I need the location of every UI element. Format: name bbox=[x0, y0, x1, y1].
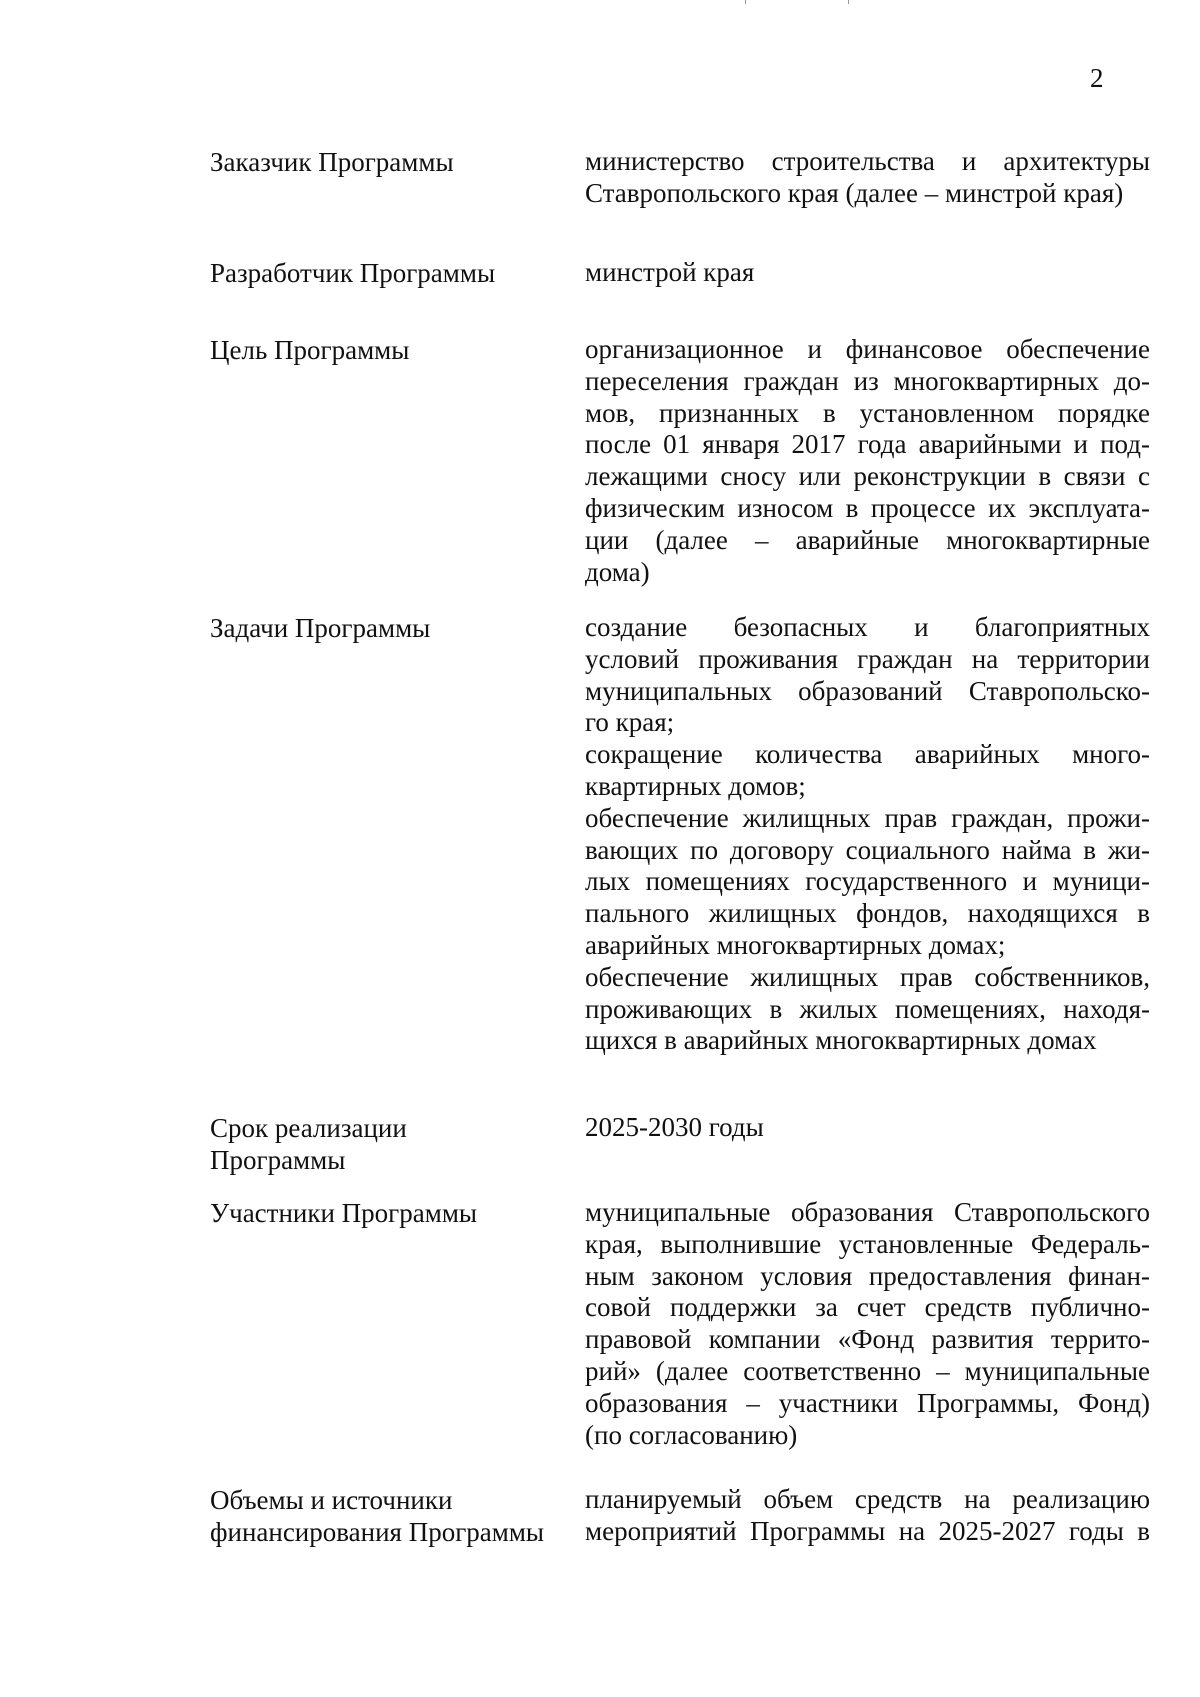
row-value bbox=[585, 1112, 1150, 1144]
value-line: обеспечение жилищных прав граждан, прожи- bbox=[585, 802, 1150, 833]
row-value bbox=[585, 257, 1150, 289]
value-line: муниципальные образования Ставропольского bbox=[585, 1197, 1150, 1227]
value-line: мов, признанных в установленном порядке bbox=[585, 397, 1150, 428]
value-line: переселения граждан из многоквартирных до- bbox=[585, 365, 1150, 396]
row-value bbox=[585, 1197, 1150, 1451]
value-line: аварийных многоквартирных домах; bbox=[585, 929, 1006, 960]
value-line: Ставропольского края (далее – минстрой края) bbox=[585, 177, 1124, 208]
value-line: правовой компании «Фонд развития террито- bbox=[585, 1324, 1150, 1355]
row-value bbox=[585, 612, 1150, 1057]
scan-mark-right bbox=[848, 0, 849, 4]
value-line: образования – участники Программы, Фонд) bbox=[585, 1387, 1150, 1418]
value-line: дома) bbox=[585, 556, 650, 587]
row-label: Участники Программы bbox=[210, 1198, 478, 1228]
value-line: ции (далее – аварийные многоквартирные bbox=[585, 524, 1150, 555]
row-value bbox=[585, 146, 1150, 210]
value-line: края, выполнившие установленные Федераль- bbox=[585, 1228, 1150, 1259]
row-label: Заказчик Программы bbox=[210, 147, 454, 177]
value-line: 2025-2030 годы bbox=[585, 1112, 764, 1142]
value-line: лых помещениях государственного и муници- bbox=[585, 866, 1150, 897]
scan-mark-left bbox=[745, 0, 746, 4]
value-line: после 01 января 2017 года аварийными и под- bbox=[585, 429, 1150, 460]
row-label: Объемы и источники финансирования Программы bbox=[210, 1485, 545, 1547]
value-line: лежащими сносу или реконструкции в связи с bbox=[585, 461, 1150, 492]
value-line: министерство строительства и архитектуры bbox=[585, 146, 1150, 176]
value-line: квартирных домов; bbox=[585, 770, 806, 801]
value-line: совой поддержки за счет средств публично- bbox=[585, 1292, 1150, 1323]
row-label: Срок реализации Программы bbox=[210, 1113, 407, 1175]
value-line: щихся в аварийных многоквартирных домах bbox=[585, 1025, 1097, 1056]
row-label: Задачи Программы bbox=[210, 613, 431, 643]
row-label: Разработчик Программы bbox=[210, 258, 496, 288]
value-line: организационное и финансовое обеспечение bbox=[585, 334, 1150, 364]
value-line: сокращение количества аварийных много- bbox=[585, 739, 1150, 770]
row-value bbox=[585, 334, 1150, 588]
row-label: Цель Программы bbox=[210, 335, 410, 365]
value-line: (по согласованию) bbox=[585, 1419, 798, 1450]
value-line: планируемый объем средств на реализацию bbox=[585, 1484, 1150, 1514]
value-line: ным законом условия предоставления финан- bbox=[585, 1260, 1150, 1291]
value-line: обеспечение жилищных прав собственников, bbox=[585, 961, 1150, 992]
value-line: пального жилищных фондов, находящихся в bbox=[585, 898, 1150, 929]
value-line: минстрой края bbox=[585, 257, 755, 287]
value-line: условий проживания граждан на территории bbox=[585, 643, 1150, 674]
value-line: физическим износом в процессе их эксплуата- bbox=[585, 492, 1150, 523]
value-line: проживающих в жилых помещениях, находя- bbox=[585, 993, 1150, 1024]
row-value bbox=[585, 1484, 1150, 1548]
value-line: вающих по договору социального найма в жи- bbox=[585, 834, 1150, 865]
value-line: муниципальных образований Ставропольско- bbox=[585, 675, 1150, 706]
value-line: мероприятий Программы на 2025-2027 годы в bbox=[585, 1515, 1150, 1546]
value-line: го края; bbox=[585, 707, 675, 738]
value-line: рий» (далее соответственно – муниципальные bbox=[585, 1355, 1150, 1386]
value-line: создание безопасных и благоприятных bbox=[585, 612, 1150, 642]
page-number: 2 bbox=[1090, 63, 1104, 93]
